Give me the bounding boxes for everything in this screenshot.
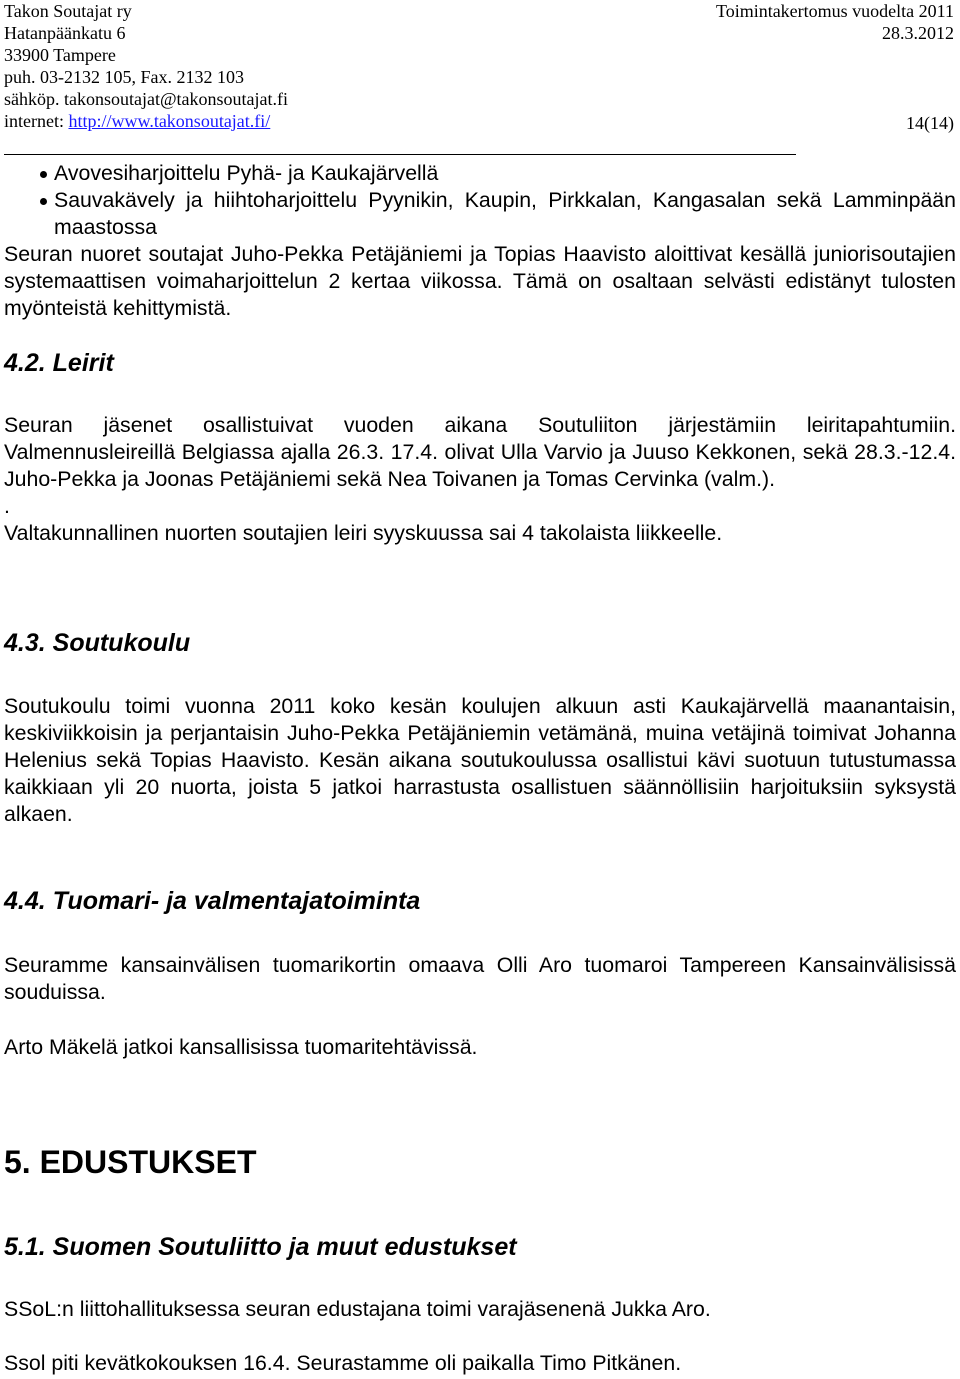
soutuliitto-body — [4, 1296, 956, 1323]
training-bullets — [4, 160, 956, 241]
intro-paragraph: Seuran nuoret soutajat Juho-Pekka Petäjäniemi ja Topias Haavisto aloittivat kesällä juniorisoutajien systemaattisen voimaharjoittelun 2 kertaa viikossa. Tämä on osaltaan selvästi edistänyt tulosten myönteistä kehittymistä. — [4, 242, 956, 320]
soutuliitto-paragraph: SSoL:n liittohallituksessa seuran edustajana toimi varajäsenenä Jukka Aro. — [4, 1297, 711, 1321]
soutukoulu-paragraph: Soutukoulu toimi vuonna 2011 koko kesän koulujen alkuun asti Kaukajärvellä maanantaisin, keskiviikkoisin ja perjantaisin Juho-Pekka Petäjäniemin vetämänä, muina vetäjinä toimivat Johanna Helenius sekä Topias Haavisto. Kesän aikana soutukoulussa osallistui kävi suotuun tutustumassa kaikkiaan yli 20 nuorta, joista 5 jatkoi harrastusta osallistuen säännöllisiin harjoituksiin syksystä alkaen. — [4, 694, 956, 826]
tuomari-body — [4, 952, 956, 1006]
postal-address: 33900 Tampere — [4, 45, 116, 65]
section-heading: 4.4. Tuomari- ja valmentajatoiminta — [4, 887, 421, 915]
chapter-heading: 5. EDUSTUKSET — [4, 1144, 257, 1180]
email-address: sähköp. takonsoutajat@takonsoutajat.fi — [4, 89, 289, 109]
soutuliitto-paragraph-2: Ssol piti kevätkokouksen 16.4. Seurastamme oli paikalla Timo Pitkänen. — [4, 1351, 682, 1375]
leirit-paragraph: Seuran jäsenet osallistuivat vuoden aikana Soutuliiton järjestämiin leiritapahtumiin. Valmennusleireillä Belgiassa ajalla 26.3. 17.4. olivat Ulla Varvio ja Juuso Kekkonen, sekä 28.3.-12.4. Juho-Pekka ja Joonas Petäjäniemi sekä Nea Toivanen ja Tomas Cervinka (valm.). — [4, 413, 956, 491]
section-heading: 5.1. Suomen Soutuliitto ja muut edustukset — [4, 1233, 517, 1261]
website-link[interactable]: http://www.takonsoutajat.fi/ — [68, 111, 271, 131]
letterhead-left — [4, 0, 288, 132]
section-heading: 4.3. Soutukoulu — [4, 629, 191, 657]
section-soutuliitto — [4, 1232, 956, 1262]
document-date: 28.3.2012 — [882, 23, 954, 43]
section-heading: 4.2. Leirit — [4, 349, 114, 377]
section-leirit — [4, 348, 956, 378]
org-name: Takon Soutajat ry — [4, 1, 132, 21]
tuomari-paragraph: Seuramme kansainvälisen tuomarikortin omaava Olli Aro tuomaroi Tampereen Kansainvälisissä souduissa. — [4, 953, 956, 1004]
soutukoulu-body — [4, 693, 956, 828]
header-divider — [4, 154, 796, 155]
bullet-item: Avovesiharjoittelu Pyhä- ja Kaukajärvellä — [4, 160, 956, 187]
bullet-item: Sauvakävely ja hiihtoharjoittelu Pyynikin, Kaupin, Pirkkalan, Kangasalan sekä Lamminpään maastossa — [4, 187, 956, 241]
soutuliitto-body-2 — [4, 1350, 956, 1377]
bullet-dot — [40, 171, 47, 178]
section-soutukoulu — [4, 628, 956, 658]
tuomari-paragraph-2: Arto Mäkelä jatkoi kansallisissa tuomaritehtävissä. — [4, 1035, 478, 1059]
bullet-dot — [40, 198, 47, 205]
intro-section — [4, 241, 956, 322]
tuomari-body-2 — [4, 1034, 956, 1061]
page-number: 14(14) — [906, 113, 954, 133]
document-title: Toimintakertomus vuodelta 2011 — [715, 1, 954, 21]
stray-dot: . — [4, 494, 10, 518]
street-address: Hatanpäänkatu 6 — [4, 23, 126, 43]
leirit-camp-paragraph: Valtakunnallinen nuorten soutajien leiri syyskuussa sai 4 takolaista liikkeelle. — [4, 521, 723, 545]
section-tuomari — [4, 886, 956, 916]
internet-label: internet: — [4, 111, 69, 131]
phone-fax: puh. 03-2132 105, Fax. 2132 103 — [4, 67, 244, 87]
leirit-body — [4, 412, 956, 547]
letterhead-right — [716, 0, 954, 44]
internet-line — [4, 110, 288, 132]
section-edustukset — [4, 1143, 956, 1181]
